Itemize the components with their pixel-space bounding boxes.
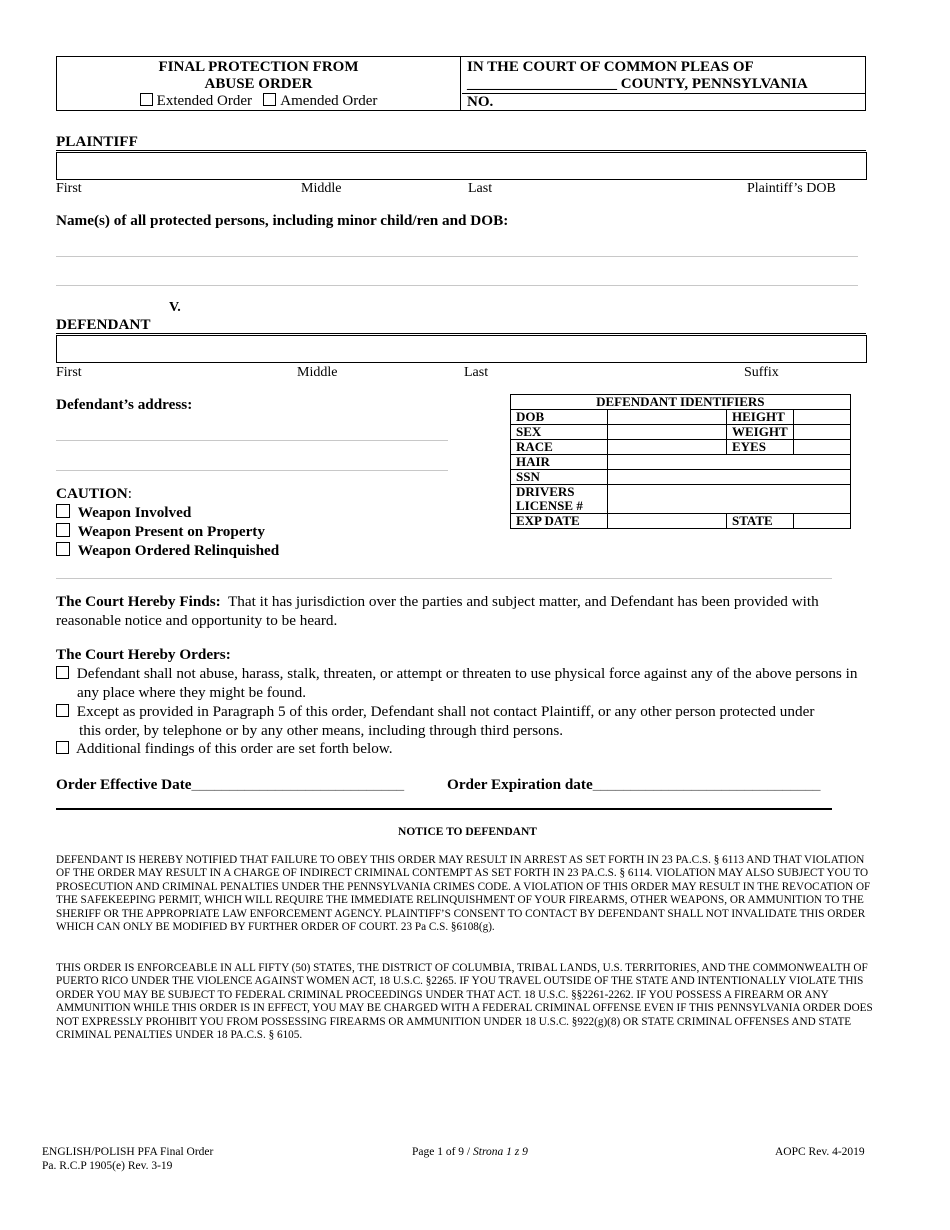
defendant-identifiers-table: [510, 394, 851, 529]
dob-label: DOB: [511, 410, 608, 425]
order-title-line1: FINAL PROTECTION FROM: [158, 59, 359, 75]
defendant-address-line-1[interactable]: [56, 440, 448, 441]
order-item-3: [56, 740, 393, 759]
caution-weapon-involved: [56, 504, 191, 523]
footer-revision: AOPC Rev. 4-2019: [775, 1146, 865, 1158]
drivers-license-label: [511, 485, 608, 514]
defendant-name-input[interactable]: [56, 335, 867, 363]
caution-weapon-present: [56, 523, 265, 542]
plaintiff-dob-label: Plaintiff’s DOB: [747, 181, 836, 196]
identifiers-title: DEFENDANT IDENTIFIERS: [511, 395, 851, 410]
court-finds-text: That it has jurisdiction over the parties and subject matter, and Defendant has been provided with reasonable notice and opportunity to be heard.: [56, 593, 819, 629]
notice-divider: [56, 808, 832, 810]
order-title-line2: ABUSE ORDER: [204, 76, 313, 92]
versus-label: V.: [169, 300, 181, 315]
drivers-label-line2: LICENSE #: [516, 498, 583, 513]
footer-left: [42, 1146, 213, 1173]
order-item-3-checkbox[interactable]: [56, 741, 69, 754]
caution-weapon-relinquished: [56, 542, 279, 561]
defendant-suffix-label: Suffix: [744, 365, 779, 380]
court-line1: IN THE COURT OF COMMON PLEAS OF: [467, 59, 754, 75]
footer-rule-ref: Pa. R.C.P 1905(e) Rev. 3-19: [42, 1159, 173, 1172]
hair-label: HAIR: [511, 455, 608, 470]
order-item-1-line2: any place where they might be found.: [77, 683, 306, 701]
court-finds-paragraph: [56, 593, 856, 630]
weapon-involved-checkbox[interactable]: [56, 504, 70, 518]
header-box: [56, 56, 866, 111]
notice-paragraph-2: THIS ORDER IS ENFORCEABLE IN ALL FIFTY (50) STATES, THE DISTRICT OF COLUMBIA, TRIBAL LANDS, U.S. TERRITORIES, AND THE COMMONWEALTH OF PUERTO RICO UNDER THE VIOLENCE AGAINST WOMEN ACT, 18 U.S.C. §2265. IF YOU TRAVEL OUTSIDE OF THE STATE AND INTENTIONALLY VIOLATE THIS ORDER YOU MAY BE SUBJECT TO FEDERAL CRIMINAL PROCEEDINGS UNDER THAT ACT. 18 U.S.C. §§2261-2262. IF YOU POSSESS A FIREARM OR ANY AMMUNITION WHILE THIS ORDER IS IN EFFECT, YOU MAY BE CHARGED WITH A FEDERAL CRIMINAL OFFENSE EVEN IF THIS PENNSYLVANIA ORDER DOES NOT EXPRESSLY PROHIBIT YOU FROM POSSESSING FIREARMS OR AMMUNITION UNDER 18 U.S.C. §922(g)(8) OR STATE CRIMINAL OFFENSES AND STATE CRIMINAL PENALTIES UNDER 18 PA.C.S. § 6105.: [56, 962, 873, 1042]
caution-heading: [56, 485, 132, 504]
court-finds-heading: The Court Hereby Finds:: [56, 593, 221, 610]
eyes-label: EYES: [727, 440, 794, 455]
amended-order-label: Amended Order: [280, 93, 378, 109]
plaintiff-last-label: Last: [468, 181, 493, 196]
expiration-date-label: Order Expiration date: [447, 776, 593, 793]
state-value[interactable]: [793, 514, 850, 529]
exp-date-label: EXP DATE: [511, 514, 608, 529]
extended-order-checkbox[interactable]: [140, 93, 153, 106]
amended-order-checkbox[interactable]: [263, 93, 276, 106]
weapon-involved-label: Weapon Involved: [77, 504, 192, 521]
section-divider: [56, 578, 832, 579]
state-label: STATE: [727, 514, 794, 529]
plaintiff-first-label: First: [56, 181, 82, 196]
notice-paragraph-1: DEFENDANT IS HEREBY NOTIFIED THAT FAILURE TO OBEY THIS ORDER MAY RESULT IN ARREST AS SET FORTH IN 23 PA.C.S. § 6113 AND THAT VIOLATION OF THE ORDER MAY RESULT IN A CHARGE OF INDIRECT CRIMINAL CONTEMPT AS SET FORTH IN 23 PA.C.S. § 6114. VIOLATION MAY ALSO SUBJECT YOU TO PROSECUTION AND CRIMINAL PENALTIES UNDER THE PENNSYLVANIA CRIMES CODE. A VIOLATION OF THIS ORDER MAY RESULT IN THE REVOCATION OF THE SAFEKEEPING PERMIT, WHICH WILL REQUIRE THE IMMEDIATE RELINQUISHMENT OF YOUR FIREARMS, OTHER WEAPONS, OR AMMUNITION TO THE SHERIFF OR THE APPROPRIATE LAW ENFORCEMENT AGENCY. PLAINTIFF’S CONSENT TO CONTACT BY DEFENDANT SHALL NOT INVALIDATE THIS ORDER WHICH CAN ONLY BE MODIFIED BY FURTHER ORDER OF COURT. 23 Pa C.S. §6108(g).: [56, 854, 871, 934]
footer-page-text: Page 1 of 9 /: [412, 1146, 474, 1158]
protected-persons-heading: Name(s) of all protected persons, including minor child/ren and DOB:: [56, 212, 509, 229]
order-type-options: [57, 93, 460, 110]
order-item-2-line1: Except as provided in Paragraph 5 of this order, Defendant shall not contact Plaintiff, or any other person protected under: [76, 703, 815, 720]
plaintiff-middle-label: Middle: [301, 181, 342, 196]
order-item-2-line2: this order, by telephone or by any other means, including through third persons.: [79, 721, 564, 739]
drivers-label-line1: DRIVERS: [516, 484, 575, 499]
ssn-label: SSN: [511, 470, 608, 485]
exp-date-value[interactable]: [608, 514, 727, 529]
caution-heading-text: CAUTION: [56, 485, 128, 502]
hair-value[interactable]: [608, 455, 851, 470]
effective-date-label: Order Effective Date: [56, 776, 192, 793]
order-item-1-checkbox[interactable]: [56, 666, 69, 679]
weapon-relinquished-label: Weapon Ordered Relinquished: [77, 542, 280, 559]
extended-order-label: Extended Order: [156, 93, 253, 109]
defendant-heading: DEFENDANT: [56, 316, 151, 333]
notice-heading: NOTICE TO DEFENDANT: [398, 826, 537, 838]
protected-persons-line-2[interactable]: [56, 285, 858, 286]
footer-form-name: ENGLISH/POLISH PFA Final Order: [42, 1146, 214, 1158]
defendant-address-label: Defendant’s address:: [56, 396, 193, 413]
effective-date-field[interactable]: ____________________________: [191, 776, 405, 793]
order-item-3-label: Additional findings of this order are set forth below.: [75, 740, 393, 757]
weight-label: WEIGHT: [727, 425, 794, 440]
plaintiff-rule: [56, 150, 866, 151]
order-item-1-line1: Defendant shall not abuse, harass, stalk, threaten, or attempt or threaten to use physical force against any of the above persons in: [76, 665, 858, 682]
defendant-last-label: Last: [464, 365, 489, 380]
plaintiff-name-input[interactable]: [56, 152, 867, 180]
sex-value[interactable]: [608, 425, 727, 440]
weapon-relinquished-checkbox[interactable]: [56, 542, 70, 556]
footer-page-translation: Strona 1 z 9: [473, 1146, 528, 1158]
docket-number-label[interactable]: NO.: [467, 94, 494, 110]
race-label: RACE: [511, 440, 608, 455]
weight-value[interactable]: [793, 425, 850, 440]
order-item-1: [56, 665, 926, 702]
protected-persons-line-1[interactable]: [56, 256, 858, 257]
height-label: HEIGHT: [727, 410, 794, 425]
defendant-middle-label: Middle: [297, 365, 338, 380]
defendant-first-label: First: [56, 365, 82, 380]
height-value[interactable]: [793, 410, 850, 425]
defendant-rule: [56, 333, 866, 334]
ssn-value[interactable]: [608, 470, 851, 485]
footer-page-number: [412, 1146, 528, 1158]
weapon-present-checkbox[interactable]: [56, 523, 70, 537]
order-expiration-date: [447, 776, 821, 795]
expiration-date-field[interactable]: ______________________________: [592, 776, 821, 793]
order-title-cell: [57, 57, 461, 110]
sex-label: SEX: [511, 425, 608, 440]
weapon-present-label: Weapon Present on Property: [77, 523, 265, 540]
caution-colon: :: [127, 485, 132, 502]
docket-divider: [462, 93, 866, 94]
drivers-license-value[interactable]: [608, 485, 851, 514]
order-item-2-checkbox[interactable]: [56, 704, 69, 717]
order-item-2: [56, 703, 916, 740]
court-orders-heading: The Court Hereby Orders:: [56, 646, 231, 663]
dob-value[interactable]: [608, 410, 727, 425]
plaintiff-heading: PLAINTIFF: [56, 133, 138, 150]
order-effective-date: [56, 776, 404, 795]
race-value[interactable]: [608, 440, 727, 455]
court-cell: [467, 59, 862, 111]
court-county-line[interactable]: ____________________ COUNTY, PENNSYLVANIA: [467, 76, 808, 92]
defendant-address-line-2[interactable]: [56, 470, 448, 471]
eyes-value[interactable]: [793, 440, 850, 455]
